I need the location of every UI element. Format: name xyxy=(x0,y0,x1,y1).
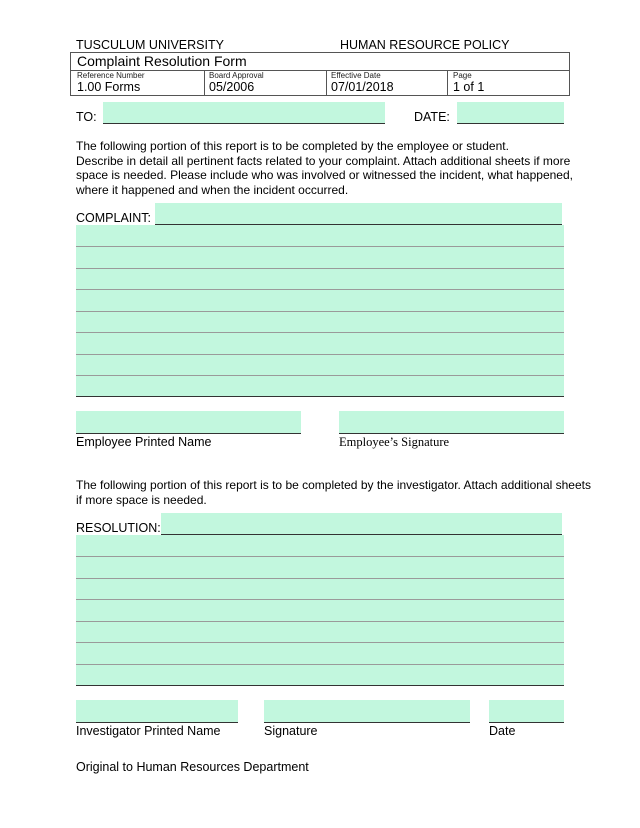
employee-printed-name-input[interactable] xyxy=(76,411,301,434)
investigator-signature-input[interactable] xyxy=(264,700,470,723)
footer-note: Original to Human Resources Department xyxy=(76,760,309,774)
to-label: TO: xyxy=(76,110,97,124)
investigator-date-input[interactable] xyxy=(489,700,564,723)
page-value: 1 of 1 xyxy=(453,80,485,94)
signature-label: Signature xyxy=(264,724,318,738)
complaint-textarea[interactable] xyxy=(76,225,564,397)
institution-name: TUSCULUM UNIVERSITY xyxy=(76,38,224,52)
page-label: Page xyxy=(453,71,472,80)
employee-printed-name-label: Employee Printed Name xyxy=(76,435,212,449)
effective-date-value: 07/01/2018 xyxy=(331,80,394,94)
board-approval-label: Board Approval xyxy=(209,71,264,80)
board-approval-value: 05/2006 xyxy=(209,80,255,94)
to-input[interactable] xyxy=(103,102,385,124)
complaint-first-line-input[interactable] xyxy=(155,203,562,225)
reference-number-label: Reference Number xyxy=(77,71,145,80)
form-title-box xyxy=(70,52,570,71)
date-label: DATE: xyxy=(414,110,450,124)
employee-signature-label: Employee’s Signature xyxy=(339,435,450,449)
date-input[interactable] xyxy=(457,102,564,124)
investigator-printed-name-input[interactable] xyxy=(76,700,238,723)
investigator-printed-name-label: Investigator Printed Name xyxy=(76,724,221,738)
header-info-table xyxy=(70,70,570,96)
form-title: Complaint Resolution Form xyxy=(77,53,247,69)
effective-date-label: Effective Date xyxy=(331,71,381,80)
resolution-first-line-input[interactable] xyxy=(161,513,562,535)
reference-number-value: 1.00 Forms xyxy=(77,80,141,94)
policy-name: HUMAN RESOURCE POLICY xyxy=(340,38,510,52)
resolution-textarea[interactable] xyxy=(76,535,564,686)
resolution-label: RESOLUTION: xyxy=(76,521,161,535)
employee-signature-input[interactable] xyxy=(339,411,564,434)
complaint-label: COMPLAINT: xyxy=(76,211,152,225)
date-signature-label: Date xyxy=(489,724,516,738)
